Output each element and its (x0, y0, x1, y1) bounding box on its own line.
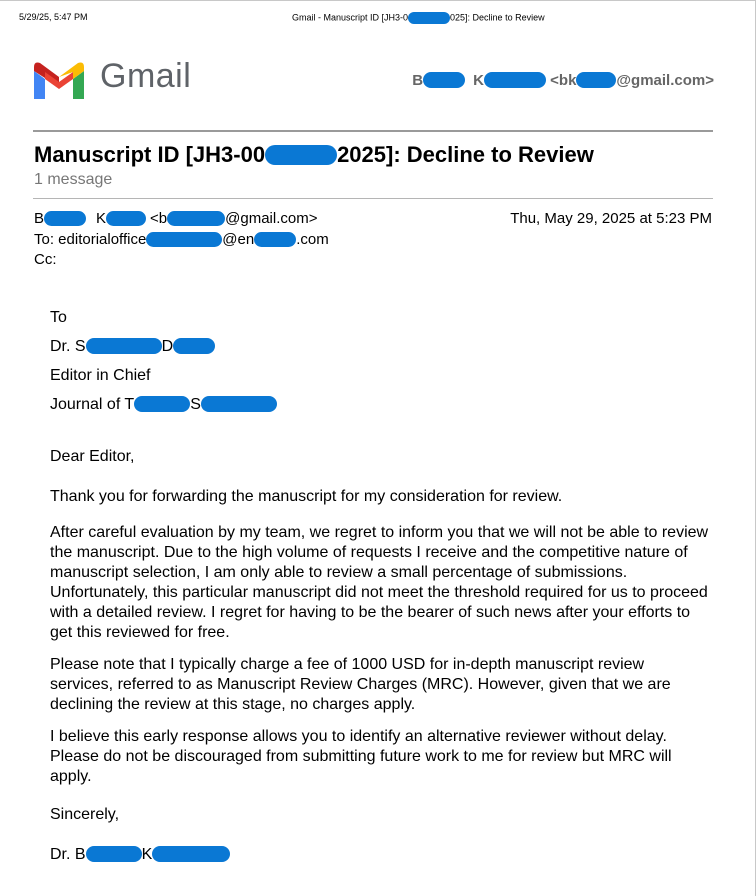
address-journal (50, 395, 710, 414)
subject-divider (33, 198, 713, 199)
redaction-mark (106, 211, 146, 226)
redaction-mark (86, 846, 142, 862)
redaction-mark (254, 232, 296, 247)
signature-mid: K (141, 846, 153, 863)
recipient-domain-prefix: @en (222, 231, 255, 248)
paragraph-1: Thank you for forwarding the manuscript for my consideration for review. (50, 488, 563, 505)
page-border-top (0, 0, 756, 1)
email-body (50, 308, 710, 877)
recipient-line (34, 231, 329, 248)
account-email-prefix: <bk (550, 72, 577, 89)
salutation: Dear Editor, (50, 448, 135, 465)
address-journal-mid: S (190, 396, 201, 413)
recipient-domain-suffix: .com (296, 231, 329, 248)
print-datetime: 5/29/25, 5:47 PM (19, 12, 88, 22)
account-email-domain: @gmail.com> (616, 72, 714, 89)
paragraph-2: After careful evaluation by my team, we regret to inform you that we will not be able to review the manuscript. Due to the high volume of requests I receive and the competitive nature of manuscript selection, I am only able to review a small percentage of submissions. Unfortunately, this particular manuscript did not meet the threshold required for us to proceed with a detailed review. I regret for having to be the bearer of such news after your efforts to get this reviewed for free. (50, 524, 709, 641)
redaction-mark (146, 232, 222, 247)
message-count: 1 message (34, 171, 113, 188)
sender-email-domain: @gmail.com> (225, 210, 318, 227)
paragraph-4: I believe this early response allows you to identify an alternative reviewer without delay. Please do not be discouraged from submitting future work to me for review but MRC will apply. (50, 728, 672, 785)
account-last-initial: K (473, 72, 484, 89)
print-title-prefix: Gmail - Manuscript ID [JH3-0 (292, 12, 409, 23)
sender-email-prefix: <b (150, 210, 168, 227)
address-journal-prefix: Journal of T (50, 396, 135, 413)
closing: Sincerely, (50, 806, 120, 823)
redaction-mark (265, 145, 337, 165)
print-title (292, 12, 545, 24)
address-to: To (50, 309, 67, 326)
signature (50, 845, 710, 865)
signature-prefix: Dr. B (50, 846, 86, 863)
redaction-mark (152, 846, 230, 862)
redaction-mark (484, 72, 546, 88)
sent-date: Thu, May 29, 2025 at 5:23 PM (510, 210, 712, 227)
subject-suffix: 2025]: Decline to Review (337, 142, 594, 167)
redaction-mark (86, 338, 162, 354)
sender-last-initial: K (96, 210, 107, 227)
print-title-suffix: 025]: Decline to Review (450, 12, 545, 23)
account-header (412, 72, 714, 89)
redaction-mark (173, 338, 215, 354)
address-block (50, 308, 710, 414)
sender-line (34, 210, 317, 227)
redaction-mark (408, 12, 450, 24)
account-first-initial: B (412, 72, 424, 89)
redaction-mark (167, 211, 225, 226)
subject-prefix: Manuscript ID [JH3-00 (34, 142, 266, 167)
redaction-mark (44, 211, 86, 226)
gmail-logo (32, 57, 212, 99)
address-name-prefix: Dr. S (50, 338, 86, 355)
redaction-mark (576, 72, 616, 88)
gmail-m-icon (32, 59, 86, 101)
header-divider (33, 130, 713, 132)
redaction-mark (134, 396, 190, 412)
address-name-mid: D (161, 338, 174, 355)
paragraph-3: Please note that I typically charge a fee of 1000 USD for in-depth manuscript review services, referred to as Manuscript Review Charges (MRC). However, given that we are declining the review at this stage, no charges apply. (50, 656, 671, 713)
address-name (50, 337, 710, 356)
sender-first-initial: B (34, 210, 45, 227)
print-header (0, 10, 756, 24)
cc-line: Cc: (34, 251, 57, 268)
redaction-mark (423, 72, 465, 88)
address-title: Editor in Chief (50, 367, 151, 384)
recipient-prefix: To: editorialoffice (34, 231, 147, 248)
gmail-wordmark: Gmail (100, 57, 192, 95)
email-subject (34, 142, 594, 168)
redaction-mark (201, 396, 277, 412)
